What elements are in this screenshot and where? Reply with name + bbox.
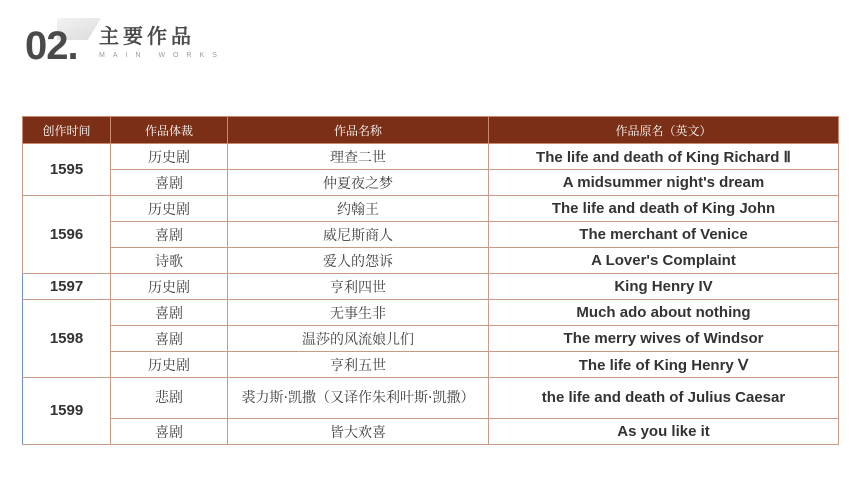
column-header-original-title: 作品原名（英文） [489,117,839,144]
table-row [23,300,839,326]
table-row [23,378,839,419]
genre-cell: 喜剧 [111,326,228,352]
table-row [23,326,839,352]
genre-cell: 诗歌 [111,248,228,274]
table-header-row [23,117,839,144]
title-cell: 亨利四世 [228,274,489,300]
column-header-title: 作品名称 [228,117,489,144]
genre-cell: 悲剧 [111,378,228,419]
section-number: 02. [25,24,78,68]
genre-cell: 历史剧 [111,274,228,300]
table-row [23,248,839,274]
year-cell: 1599 [23,378,111,445]
genre-cell: 喜剧 [111,222,228,248]
original-title-cell: The merchant of Venice [489,222,839,248]
original-title-cell: A Lover's Complaint [489,248,839,274]
title-cell: 仲夏夜之梦 [228,170,489,196]
title-cell: 无事生非 [228,300,489,326]
section-title: 主要作品 [99,24,195,48]
table-row [23,419,839,445]
title-cell: 温莎的风流娘儿们 [228,326,489,352]
year-cell: 1595 [23,144,111,196]
title-cell: 皆大欢喜 [228,419,489,445]
year-cell: 1596 [23,196,111,274]
original-title-cell: Much ado about nothing [489,300,839,326]
title-cell: 爱人的怨诉 [228,248,489,274]
title-cell: 亨利五世 [228,352,489,378]
table-row [23,352,839,378]
genre-cell: 喜剧 [111,300,228,326]
table-row [23,144,839,170]
title-cell: 理查二世 [228,144,489,170]
original-title-cell: A midsummer night's dream [489,170,839,196]
title-cell: 裘力斯·凯撒（又译作朱利叶斯·凯撒） [228,378,489,419]
year-cell: 1598 [23,300,111,378]
title-cell: 约翰王 [228,196,489,222]
title-cell: 威尼斯商人 [228,222,489,248]
genre-cell: 喜剧 [111,419,228,445]
table-row [23,170,839,196]
works-table [22,116,839,445]
column-header-year: 创作时间 [23,117,111,144]
genre-cell: 历史剧 [111,196,228,222]
original-title-cell: The life and death of King Richard Ⅱ [489,144,839,170]
genre-cell: 历史剧 [111,144,228,170]
original-title-cell: the life and death of Julius Caesar [489,378,839,419]
section-header [25,14,285,74]
original-title-cell: As you like it [489,419,839,445]
original-title-cell: King Henry IV [489,274,839,300]
genre-cell: 喜剧 [111,170,228,196]
original-title-cell: The life and death of King John [489,196,839,222]
year-cell: 1597 [23,274,111,300]
table-row [23,196,839,222]
original-title-cell: The life of King Henry Ⅴ [489,352,839,378]
table-row [23,274,839,300]
genre-cell: 历史剧 [111,352,228,378]
original-title-cell: The merry wives of Windsor [489,326,839,352]
section-subtitle: MAIN WORKS [99,52,225,59]
column-header-genre: 作品体裁 [111,117,228,144]
table-row [23,222,839,248]
